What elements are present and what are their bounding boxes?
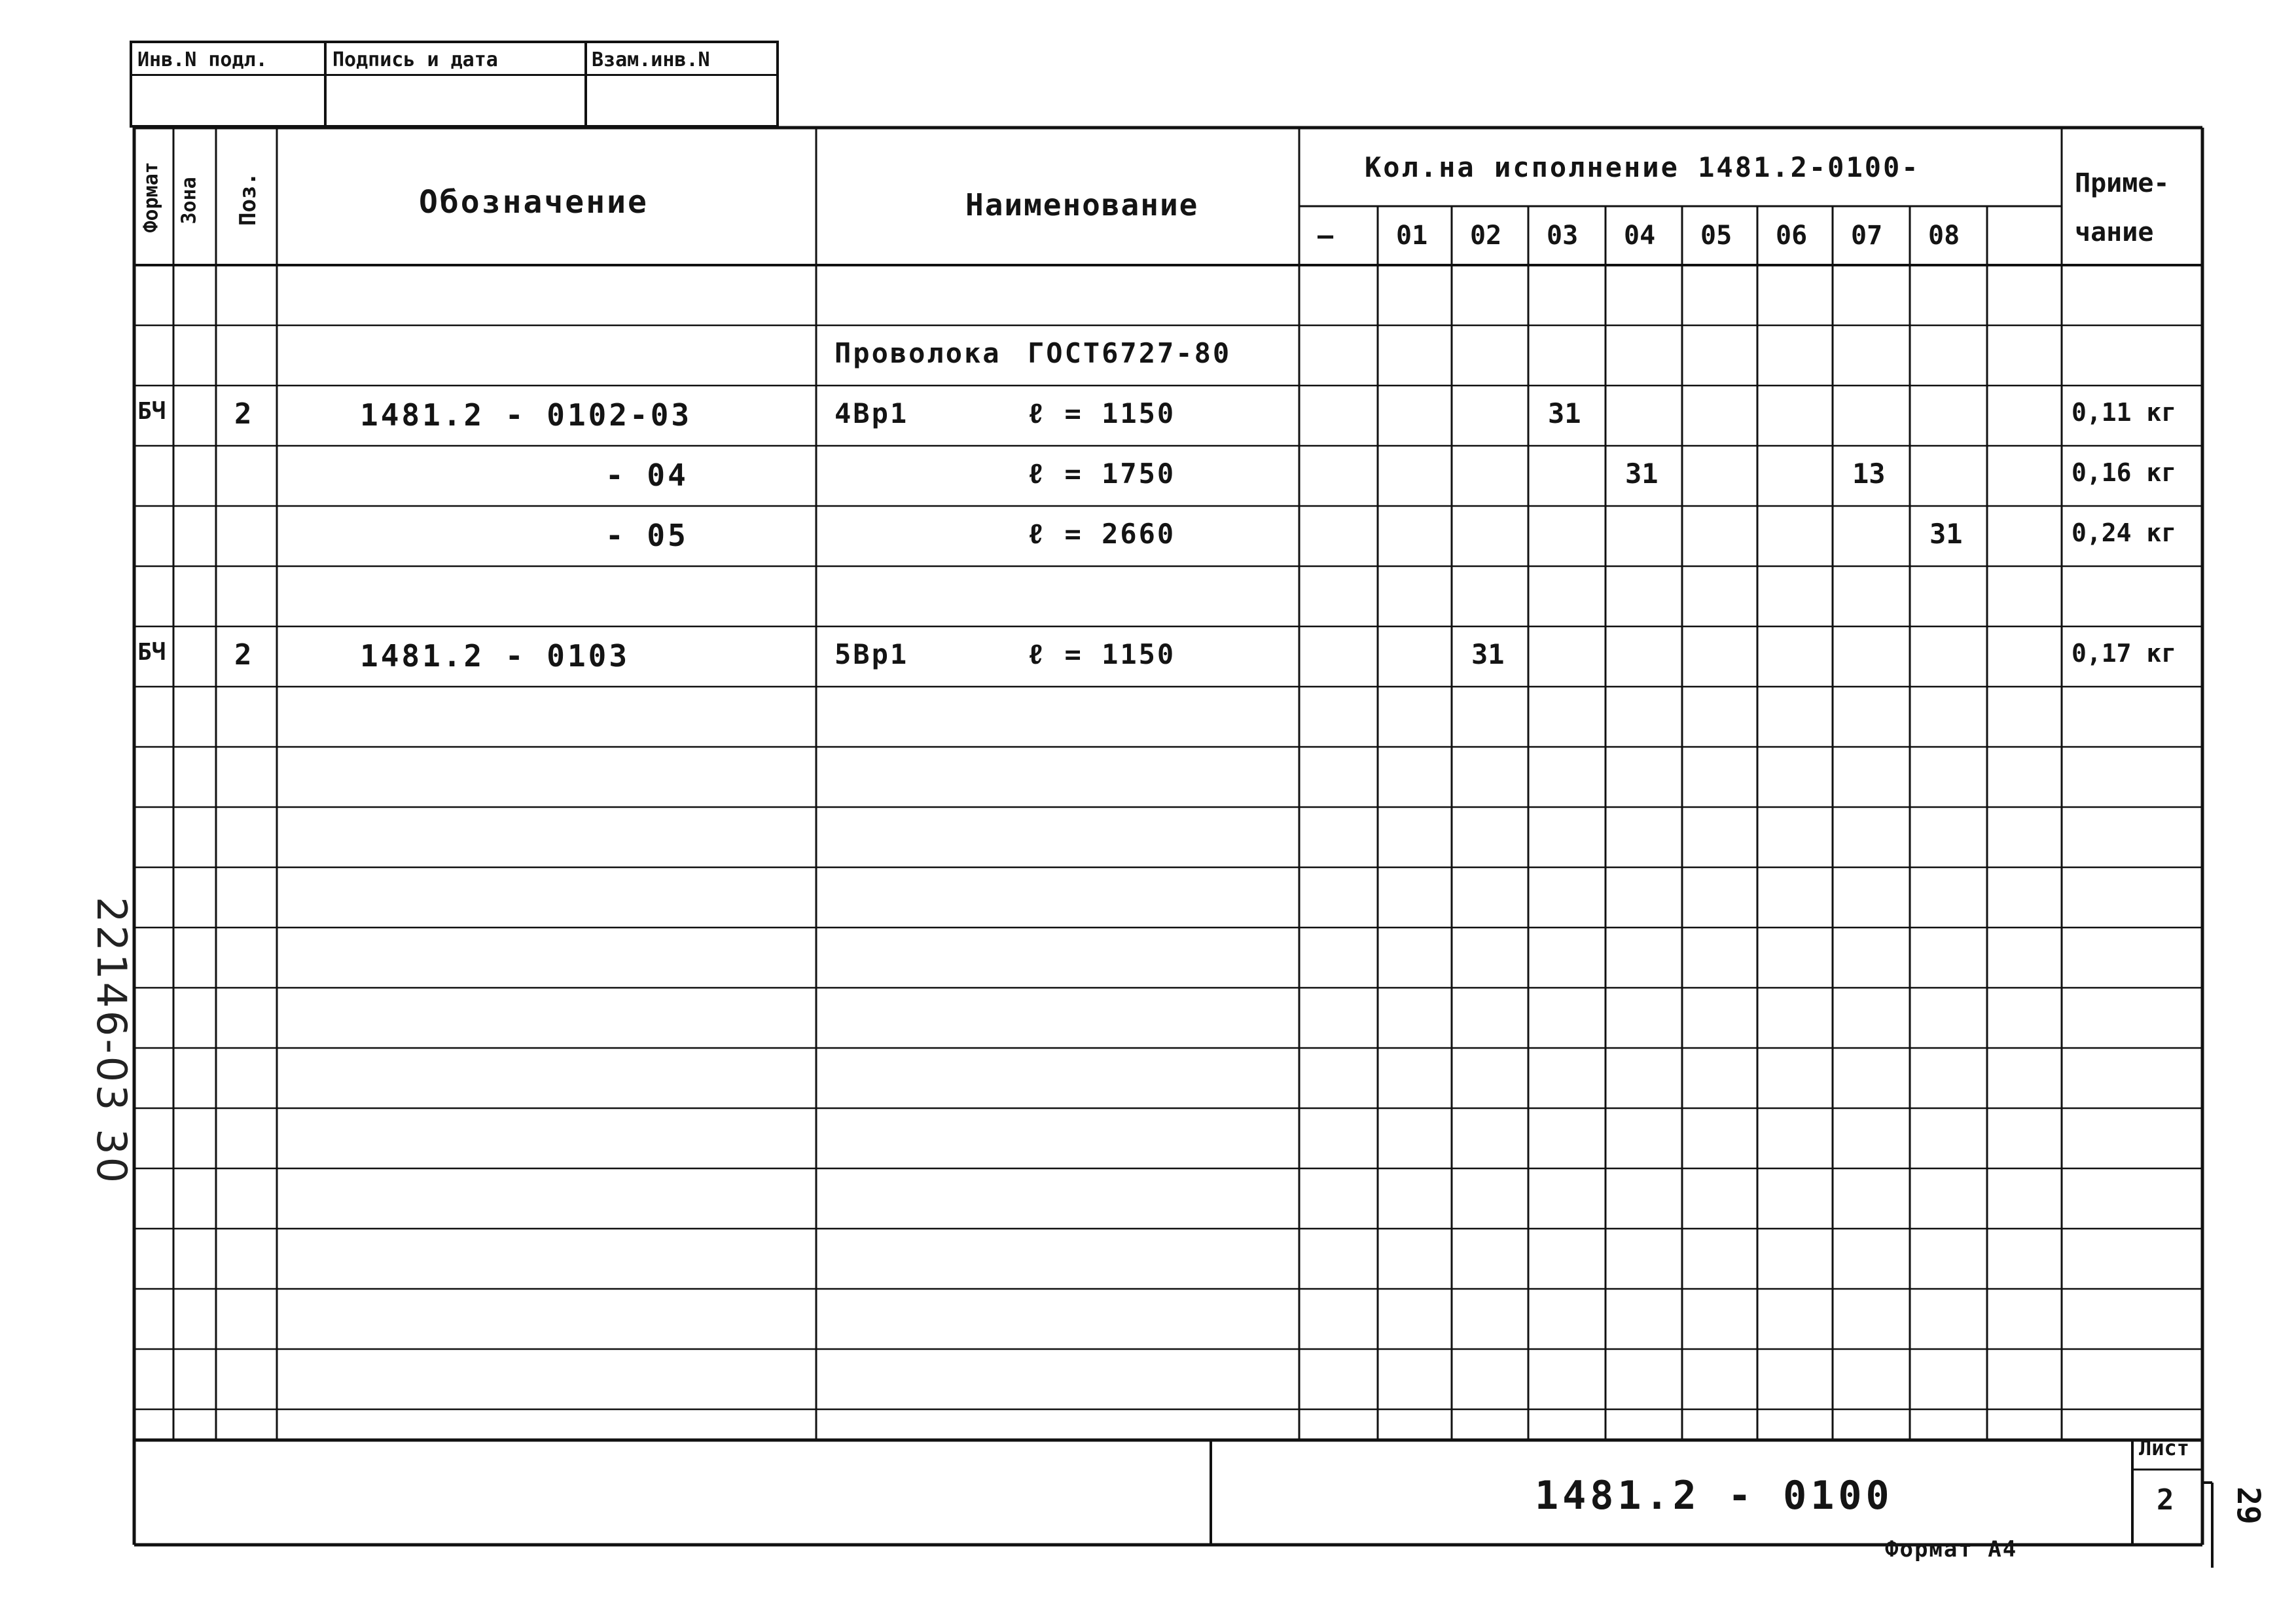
row-name_b: ℓ = 1150: [1028, 397, 1176, 429]
row-designation: - 04: [605, 458, 689, 493]
header-note-line1: Приме-: [2075, 168, 2170, 198]
row-note: 0,11 кг: [2072, 398, 2177, 427]
header-variant-5: 05: [1700, 221, 1732, 251]
row-note: 0,16 кг: [2072, 458, 2177, 487]
header-format: Формат: [139, 162, 163, 233]
row-note: 0,17 кг: [2072, 639, 2177, 668]
header-designation: Обозначение: [419, 184, 649, 221]
row-name_b: ℓ = 1750: [1028, 458, 1176, 490]
row-name_a: 4Вр1: [834, 397, 909, 429]
format-label: Формат А4: [1885, 1536, 2018, 1562]
side-archive-number: 22146-03 30: [88, 897, 135, 1186]
row-name_a: 5Вр1: [834, 638, 909, 670]
header-variant-6: 06: [1776, 221, 1808, 251]
row-pos: 2: [234, 397, 252, 431]
header-qty-title: Кол.на исполнение 1481.2-0100-: [1365, 151, 1920, 183]
doc-number: 1481.2 - 0100: [1535, 1473, 1893, 1519]
row-qty-cell: 31: [1625, 458, 1659, 490]
row-name_b: ℓ = 1150: [1028, 638, 1176, 670]
header-note-line2: чание: [2075, 217, 2154, 247]
header-variant-1: 01: [1396, 221, 1428, 251]
row-qty-cell: 31: [1548, 397, 1581, 429]
stamp-signature-date: Подпись и дата: [332, 48, 498, 71]
row-designation: 1481.2 - 0103: [360, 638, 630, 674]
header-variant-3: 03: [1547, 221, 1579, 251]
row-qty-cell: 31: [1471, 638, 1505, 670]
header-variant-2: 02: [1470, 221, 1502, 251]
header-variant-0: —: [1318, 221, 1334, 251]
row-note: 0,24 кг: [2072, 518, 2177, 547]
header-zone: Зона: [177, 177, 201, 225]
sheet-number: 2: [2157, 1483, 2174, 1517]
row-format: БЧ: [137, 398, 166, 425]
header-variant-4: 04: [1624, 221, 1656, 251]
row-format: БЧ: [137, 639, 166, 666]
page-number: 29: [2230, 1487, 2267, 1525]
stamp-vzam-inv: Взам.инв.N: [592, 48, 710, 71]
row-name_b: ℓ = 2660: [1028, 518, 1176, 550]
row-qty-cell: 31: [1929, 518, 1963, 550]
stamp-inv-podl: Инв.N подл.: [137, 48, 268, 71]
row-designation: 1481.2 - 0102-03: [360, 397, 692, 433]
header-name: Наименование: [965, 187, 1199, 223]
row-name_b: ГОСТ6727-80: [1028, 337, 1232, 369]
row-name_a: Проволока: [834, 337, 1001, 369]
row-designation: - 05: [605, 518, 689, 553]
header-variant-8: 08: [1928, 221, 1960, 251]
header-pos: Поз.: [235, 172, 261, 226]
row-pos: 2: [234, 638, 252, 672]
header-variant-7: 07: [1851, 221, 1883, 251]
sheet-label: Лист: [2139, 1435, 2190, 1460]
row-qty-cell: 13: [1852, 458, 1886, 490]
